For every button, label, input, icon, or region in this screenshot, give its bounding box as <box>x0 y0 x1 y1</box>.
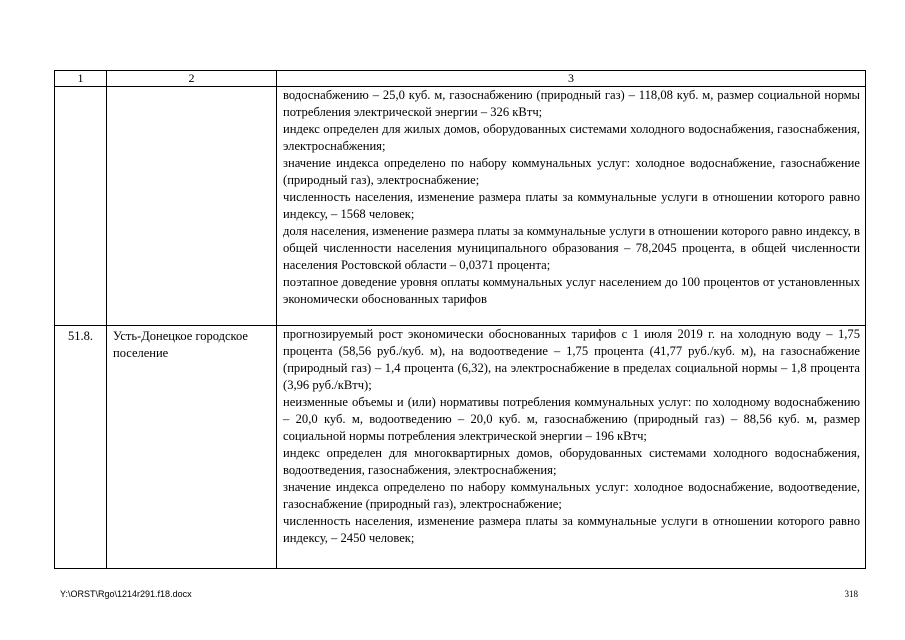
description-paragraph: значение индекса определено по набору коммунальных услуг: холодное водоснабжение, газоснабжение (природный газ), электроснабжение; <box>283 156 860 187</box>
row-number: 51.8. <box>55 326 107 569</box>
row-number <box>55 87 107 326</box>
tariff-index-table <box>54 70 866 569</box>
document-file-path: Y:\ORST\Rgo\1214r291.f18.docx <box>60 589 192 599</box>
table-row <box>55 326 866 569</box>
description-paragraph: индекс определен для жилых домов, оборудованных системами холодного водоснабжения, газоснабжения, электроснабжения; <box>283 122 860 153</box>
description-paragraph: численность населения, изменение размера платы за коммунальные услуги в отношении которого равно индексу, – 2450 человек; <box>283 514 860 545</box>
description-paragraph: численность населения, изменение размера платы за коммунальные услуги в отношении которого равно индексу, – 1568 человек; <box>283 190 860 221</box>
description-paragraph: прогнозируемый рост экономически обоснованных тарифов с 1 июля 2019 г. на холодную воду – 1,75 процента (58,56 руб./куб. м), на водоотведение – 1,75 процента (41,77 руб./куб. м), на газоснабжение (природный газ) – 1,4 процента (6,32), на электроснабжение в пределах социальной нормы – 1,8 процента (3,96 руб./кВтч); <box>283 327 860 392</box>
row-description <box>277 87 866 326</box>
column-header-2: 2 <box>107 71 277 87</box>
row-description <box>277 326 866 569</box>
column-header-3: 3 <box>277 71 866 87</box>
page-number: 318 <box>844 589 858 599</box>
description-paragraph: доля населения, изменение размера платы за коммунальные услуги в отношении которого равно индексу, в общей численности населения муниципального образования – 78,2045 процента, в общей численности населения Ростовской области – 0,0371 процента; <box>283 224 860 272</box>
municipality-name <box>107 87 277 326</box>
table-row <box>55 87 866 326</box>
description-paragraph: значение индекса определено по набору коммунальных услуг: холодное водоснабжение, водоотведение, газоснабжение (природный газ), электроснабжение; <box>283 480 860 511</box>
description-paragraph: индекс определен для многоквартирных домов, оборудованных системами холодного водоснабжения, водоотведения, газоснабжения, электроснабжения; <box>283 446 860 477</box>
description-paragraph: поэтапное доведение уровня оплаты коммунальных услуг населением до 100 процентов от установленных экономически обоснованных тарифов <box>283 275 860 306</box>
description-paragraph: неизменные объемы и (или) нормативы потребления коммунальных услуг: по холодному водоснабжению – 20,0 куб. м, водоотведению – 20,0 куб. м, газоснабжению (природный газ) – 88,56 куб. м, размер социальной нормы потребления электрической энергии – 196 кВтч; <box>283 395 860 443</box>
column-header-1: 1 <box>55 71 107 87</box>
municipality-name: Усть-Донецкое городское поселение <box>107 326 277 569</box>
table-header-row <box>55 71 866 87</box>
description-paragraph: водоснабжению – 25,0 куб. м, газоснабжению (природный газ) – 118,08 куб. м, размер социальной нормы потребления электрической энергии – 326 кВтч; <box>283 88 860 119</box>
